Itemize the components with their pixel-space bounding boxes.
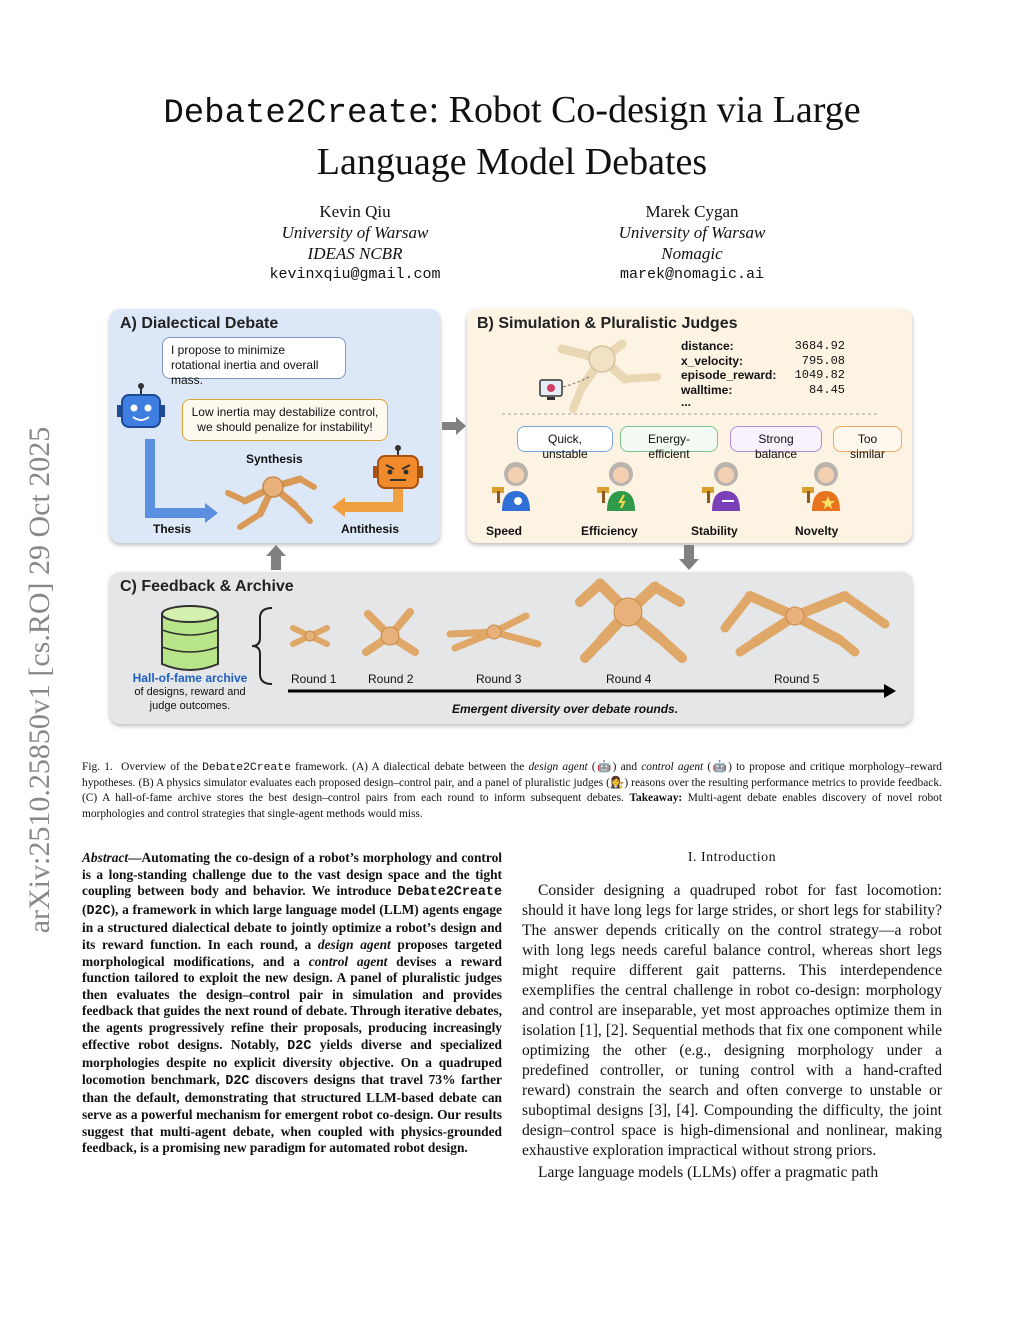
round-label: Round 4 xyxy=(606,672,652,686)
abstract-text: ( xyxy=(82,901,87,917)
metric-key: walltime: xyxy=(681,382,733,397)
judge-comment-stability: Strong balance xyxy=(730,426,822,452)
metric-key: distance: xyxy=(681,339,734,353)
judge-label-speed: Speed xyxy=(486,524,523,538)
abstract-mono: D2C xyxy=(287,1038,312,1054)
judge-efficiency-icon xyxy=(597,462,635,511)
archive-database-icon xyxy=(162,606,218,670)
arrow-c-to-a xyxy=(263,543,289,573)
abstract-italic: design agent xyxy=(317,936,391,952)
introduction-body xyxy=(522,881,942,1183)
judge-label-novelty: Novelty xyxy=(795,524,839,538)
round-label: Round 5 xyxy=(774,672,820,686)
timeline-label: Emergent diversity over debate rounds. xyxy=(452,702,679,716)
round-2-robot xyxy=(366,612,415,652)
metric-row xyxy=(681,383,845,398)
metric-key: x_velocity: xyxy=(681,353,744,368)
judge-stability-icon xyxy=(702,462,740,511)
abstract-italic: control agent xyxy=(308,953,388,969)
abstract-text: —Automating the co-design of a robot’s morphology and control is a long-standing challenge due to the vast design space and the tight coupling between body and behavior. We introduce xyxy=(82,850,502,899)
caption-text: (🤖) and xyxy=(587,761,642,773)
abstract-mono: Debate2Create xyxy=(397,885,502,901)
bubble-text: we should penalize for instability! xyxy=(197,420,373,434)
metric-row xyxy=(681,368,845,383)
metric-value: 1049.82 xyxy=(794,368,845,382)
round-label: Round 2 xyxy=(368,672,414,686)
judge-label-stability: Stability xyxy=(691,524,738,538)
author-email: marek@nomagic.ai xyxy=(619,266,765,283)
figure-caption xyxy=(82,760,942,822)
title-line2: Language Model Debates xyxy=(316,141,708,183)
panel-dialectical-debate xyxy=(110,309,440,543)
round-label: Round 1 xyxy=(291,672,337,686)
title-mono: Debate2Create xyxy=(163,95,429,133)
thesis-arrow xyxy=(150,439,205,513)
caption-fig-label: Fig. 1. xyxy=(82,761,113,773)
caption-text: Overview of the xyxy=(121,761,203,773)
caption-design-agent: design agent xyxy=(528,761,588,773)
author-affiliation: Nomagic xyxy=(661,244,723,263)
archive-line: judge outcomes. xyxy=(149,700,231,712)
panel-simulation-judges xyxy=(467,309,912,543)
abstract xyxy=(82,850,502,1157)
abstract-label: Abstract xyxy=(82,850,129,865)
caption-text: Multi-agent debate enables discovery of novel robot morphologies and control strategies that single-agent methods would miss. xyxy=(82,792,942,820)
abstract-mono: D2C xyxy=(86,903,111,919)
metric-value: 3684.92 xyxy=(794,339,845,353)
section-heading: I. Introduction xyxy=(687,850,777,865)
thesis-label: Thesis xyxy=(153,522,192,536)
intro-paragraph: Consider designing a quadruped robot for fast locomotion: should it have long legs for large strides, or short legs for stability? The answer depends critically on the control strategy—a robot with long legs needs careful balance control, whereas short legs might require different gait patterns. This interdependence exemplifies the central challenge in robot co-design: morphology and control are inseparable, yet most approaches optimize them in isolation [1], [2]. Sequential methods that fix one component while optimizing the other (e.g., designing morphology under a predefined controller, or tuning control with a hand-crafted reward) constrain the search and often converge to unstable or suboptimal designs [3], [4]. Compounding the difficulty, the joint design–control space is high-dimensional and nonlinear, making exhaustive exploration impractical without strong priors. xyxy=(522,882,942,1159)
panel-c-title: C) Feedback & Archive xyxy=(120,578,294,595)
abstract-text: discovers designs that travel 73% farther than the default, demonstrating that structured LLM-based debate can serve as a powerful mechanism for emergent robot co-design. Our results suggest that multi-agent debate, when coupled with physics-grounded feedback, is a promising new paradigm for automated robot design. xyxy=(82,1071,502,1156)
antithesis-label: Antithesis xyxy=(341,522,400,536)
caption-text: framework. (A) A dialectical debate between the xyxy=(290,761,529,773)
bubble-text: I propose to minimize rotational inertia and overall mass. xyxy=(171,343,319,387)
title-rest: : Robot Co-design via Large xyxy=(428,89,861,131)
caption-takeaway-label: Takeaway: xyxy=(629,792,683,805)
author-name: Kevin Qiu xyxy=(319,202,391,221)
judge-novelty-icon xyxy=(802,462,840,511)
arrow-a-to-b xyxy=(440,416,468,436)
author-affiliation: University of Warsaw xyxy=(281,223,429,242)
panel-a-drawing xyxy=(110,309,440,543)
metric-row xyxy=(681,354,845,369)
judge-label-efficiency: Efficiency xyxy=(581,524,638,538)
panel-feedback-archive xyxy=(110,572,912,724)
panel-a-title: A) Dialectical Debate xyxy=(120,315,279,332)
abstract-text: yields diverse and specialized morphologies despite no explicit diversity objective. On a quadruped locomotion benchmark, xyxy=(82,1036,502,1087)
metric-value: 795.08 xyxy=(801,353,845,368)
archive-description xyxy=(128,671,252,713)
author-email: kevinxqiu@gmail.com xyxy=(269,266,441,283)
judge-comment-speed: Quick, unstable xyxy=(517,426,613,452)
judge-comment-novelty: Too similar xyxy=(833,426,902,452)
metric-value: 84.45 xyxy=(808,382,845,397)
arrow-b-to-c xyxy=(676,543,702,573)
metrics-table xyxy=(681,339,845,409)
synthesis-robot xyxy=(228,477,314,527)
caption-control-agent: control agent xyxy=(641,761,704,773)
bubble-text: Low inertia may destabilize control, xyxy=(191,405,379,419)
author-affiliation: University of Warsaw xyxy=(618,223,766,242)
metric-ellipsis: ... xyxy=(681,395,692,409)
simulated-robot xyxy=(562,344,657,409)
intro-paragraph: Large language models (LLMs) offer a pragmatic path xyxy=(538,1164,879,1181)
round-4-robot xyxy=(580,584,682,658)
judge-speed-icon xyxy=(492,462,530,511)
metric-row xyxy=(681,339,845,354)
abstract-text: proposes targeted morphological modifications, and a xyxy=(82,936,502,969)
author-affiliation: IDEAS NCBR xyxy=(307,244,403,263)
caption-text: (🤖) to propose and critique morphology–reward hypotheses. (B) A physics simulator evaluates each proposed design–control pair, and a panel of pluralistic judges (👩‍⚖️) reasons over the resulting performance metrics to provide feedback. (C) A hall-of-fame archive stores the best design–control pairs from each round to inform subsequent debates. xyxy=(82,761,942,805)
control-agent-robot-icon xyxy=(373,445,423,488)
arxiv-id: arXiv:2510.25850v1 [cs.RO] 29 Oct 2025 xyxy=(23,426,56,934)
panel-b-title: B) Simulation & Pluralistic Judges xyxy=(477,315,738,332)
antithesis-arrow xyxy=(345,487,398,507)
abstract-text: ), a framework in which large language model (LLM) agents engage in a structured dialectical debate to jointly optimize a robot’s design and its reward function. In each round, a xyxy=(82,901,502,952)
abstract-mono: D2C xyxy=(225,1073,250,1089)
synthesis-label: Synthesis xyxy=(246,452,303,466)
round-label: Round 3 xyxy=(476,672,522,686)
round-5-robot xyxy=(725,596,885,652)
metric-key: episode_reward: xyxy=(681,368,777,382)
design-agent-robot-icon xyxy=(117,383,165,427)
archive-title: Hall-of-fame archive xyxy=(132,671,248,685)
simulator-monitor-icon xyxy=(540,380,562,400)
abstract-text: devises a reward function tailored to exploit the new design. A panel of pluralistic judges then evaluates the design–control pair in simulation and provides feedback that guides the next round of debate. Through iterative debates, the agents progressively refine their proposals, producing increasingly effective robot designs. Notably, xyxy=(82,953,503,1052)
caption-mono: Debate2Create xyxy=(202,762,291,774)
judge-comment-efficiency: Energy-efficient xyxy=(620,426,718,452)
author-name: Marek Cygan xyxy=(645,202,739,221)
round-1-robot xyxy=(293,628,327,644)
archive-line: of designs, reward and xyxy=(134,686,246,698)
round-3-robot xyxy=(450,616,538,648)
